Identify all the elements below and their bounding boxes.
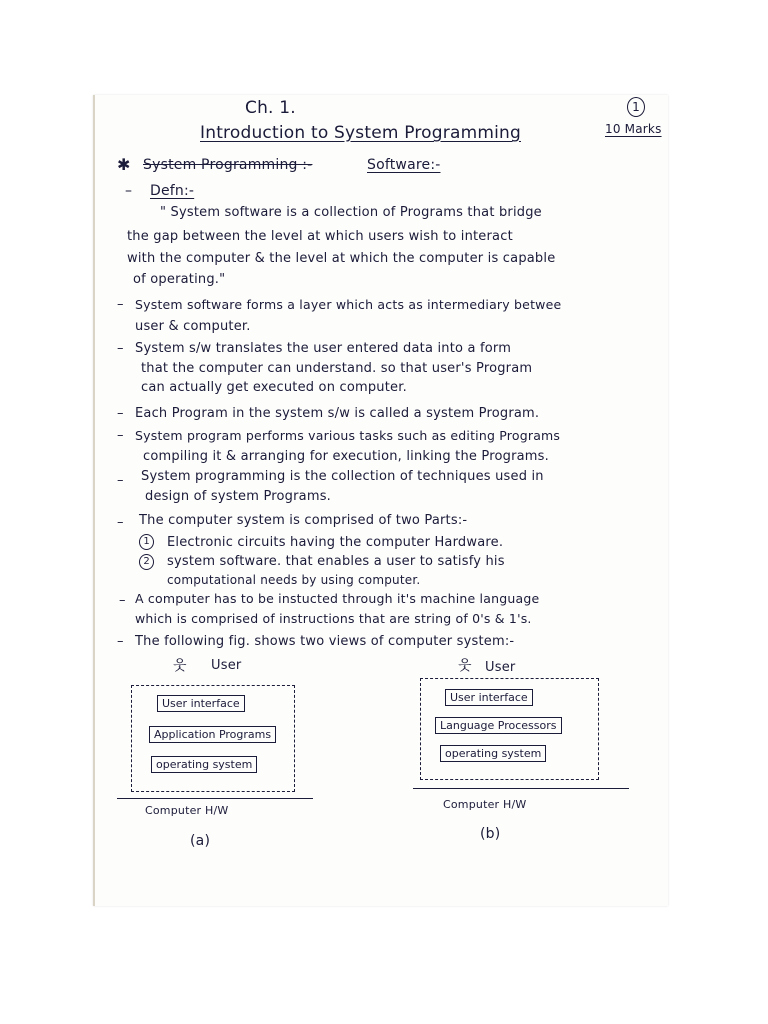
part-text: Electronic circuits having the computer Hardware.: [167, 535, 504, 550]
figure-b-caption: (b): [480, 826, 501, 842]
chapter-label: Ch. 1.: [245, 98, 296, 118]
bullet-line: System s/w translates the user entered data into a form: [135, 341, 512, 356]
bullet-line: System software forms a layer which acts as intermediary betwee: [135, 297, 562, 312]
figure-a-layer-user-interface: User interface: [157, 695, 245, 712]
definition-line: of operating.": [133, 272, 226, 287]
bullet-line: The following fig. shows two views of computer system:-: [135, 634, 515, 649]
figure-a-user-label: User: [211, 658, 242, 673]
dash-marker: –: [117, 406, 124, 421]
bullet-line: Each Program in the system s/w is called a system Program.: [135, 406, 540, 421]
bullet-line: design of system Programs.: [145, 489, 332, 504]
bullet-line: A computer has to be instucted through it's machine language: [135, 591, 540, 606]
definition-label: Defn:-: [150, 183, 195, 199]
notebook-page: [93, 95, 668, 906]
bullet-line: compiling it & arranging for execution, linking the Programs.: [143, 449, 549, 464]
figure-a-baseline: [117, 798, 313, 799]
dash-marker: –: [119, 593, 126, 608]
dash-marker: –: [117, 473, 124, 488]
bullet-line: user & computer.: [135, 319, 251, 334]
bullet-line: System programming is the collection of techniques used in: [141, 469, 544, 484]
user-icon: 웃: [173, 658, 187, 674]
marks-label: 10 Marks: [605, 122, 662, 136]
part-text: computational needs by using computer.: [167, 573, 421, 587]
asterisk-icon: ✱: [117, 155, 131, 174]
dash-marker: –: [117, 341, 124, 356]
bullet-line: can actually get executed on computer.: [141, 380, 407, 395]
figure-a-layer-application-programs: Application Programs: [149, 726, 276, 743]
bullet-line: which is comprised of instructions that are string of 0's & 1's.: [135, 611, 532, 626]
figure-b-layer-user-interface: User interface: [445, 689, 533, 706]
dash-marker: –: [117, 297, 124, 312]
dash-marker: –: [125, 183, 133, 199]
section-heading: Software:-: [367, 157, 441, 173]
definition-line: " System software is a collection of Programs that bridge: [160, 205, 542, 220]
figure-b-layer-language-processors: Language Processors: [435, 717, 562, 734]
bullet-line: that the computer can understand. so that user's Program: [141, 361, 533, 376]
part-text: system software. that enables a user to satisfy his: [167, 554, 505, 569]
bullet-line: The computer system is comprised of two Parts:-: [139, 513, 468, 528]
figure-b-user-label: User: [485, 660, 516, 675]
figure-b-hardware-label: Computer H/W: [443, 798, 527, 811]
dash-marker: –: [117, 428, 124, 443]
dash-marker: –: [117, 634, 124, 649]
page-title: Introduction to System Programming: [200, 123, 521, 143]
figure-a-caption: (a): [190, 833, 211, 849]
figure-b-layer-operating-system: operating system: [440, 745, 546, 762]
page-number: 1: [627, 97, 645, 117]
struck-heading: System Programming :-: [143, 157, 313, 173]
figure-a-layer-operating-system: operating system: [151, 756, 257, 773]
definition-line: the gap between the level at which users wish to interact: [127, 229, 513, 244]
definition-line: with the computer & the level at which the computer is capable: [127, 251, 556, 266]
figure-a-hardware-label: Computer H/W: [145, 804, 229, 817]
bullet-line: System program performs various tasks such as editing Programs: [135, 428, 561, 443]
dash-marker: –: [117, 515, 124, 530]
part-number: 2: [139, 554, 154, 570]
part-number: 1: [139, 534, 154, 550]
user-icon: 웃: [458, 658, 472, 674]
figure-b-baseline: [413, 788, 629, 789]
